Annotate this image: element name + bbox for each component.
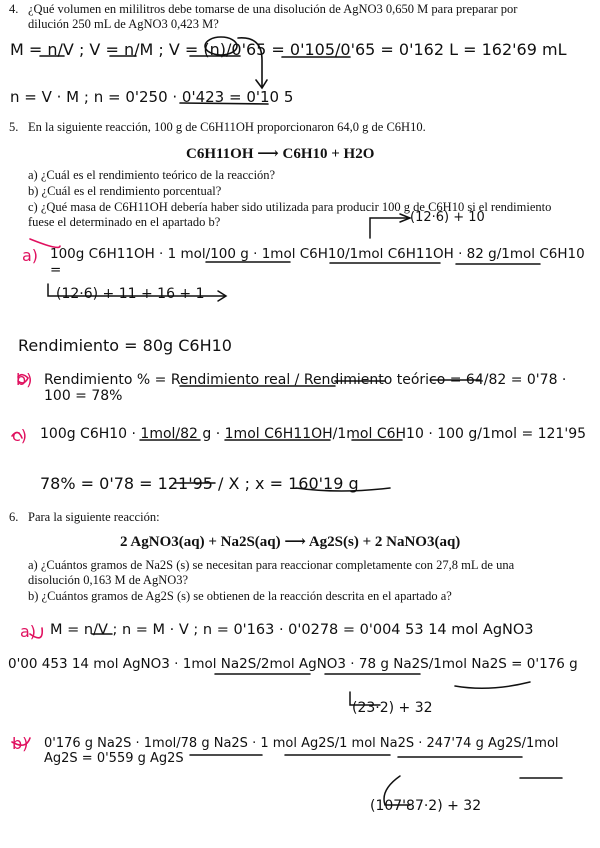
question-6-work-a-label: a) xyxy=(20,622,37,641)
question-6-text: Para la siguiente reacción: xyxy=(28,510,160,524)
question-6-work-a2: 0'00 453 14 mol AgNO3 · 1mol Na2S/2mol AgNO3 · 78 g Na2S/1mol Na2S = 0'176 g xyxy=(8,656,578,672)
question-5-work-c-label: c) xyxy=(12,426,28,445)
question-6-part-b: b) ¿Cuántos gramos de Ag2S (s) se obtienen de la reacción descrita en el apartado a? xyxy=(28,589,452,603)
question-4-text-line1: ¿Qué volumen en mililitros debe tomarse de una disolución de AgNO3 0,650 M para preparar por xyxy=(28,2,518,16)
question-5-note-a: (12·6) + 11 + 16 + 1 xyxy=(56,286,205,302)
question-6-part-a-line2: disolución 0,163 M de AgNO3? xyxy=(28,573,189,587)
question-5-work-b: Rendimiento % = Rendimiento real / Rendimiento teórico = 64/82 = 0'78 · 100 = 78% xyxy=(44,372,567,404)
question-6-note-a: (23·2) + 32 xyxy=(352,700,433,716)
question-6-number: 6. xyxy=(9,510,19,524)
question-4-number: 4. xyxy=(9,2,19,16)
question-5-work-a-label: a) xyxy=(22,246,39,265)
question-5-part-b: b) ¿Cuál es el rendimiento porcentual? xyxy=(28,184,222,198)
question-5-work-c2: 78% = 0'78 = 121'95 / X ; x = 160'19 g xyxy=(40,474,359,493)
question-6-part-a-line1: a) ¿Cuántos gramos de Na2S (s) se necesitan para reaccionar completamente con 27,8 mL de una xyxy=(28,558,515,572)
question-5-number: 5. xyxy=(9,120,19,134)
question-5-equation: C6H11OH ⟶ C6H10 + H2O xyxy=(186,146,375,162)
question-5-part-a: a) ¿Cuál es el rendimiento teórico de la reacción? xyxy=(28,168,276,182)
question-5-work-rendimiento: Rendimiento = 80g C6H10 xyxy=(18,336,232,355)
question-6-work-a1: M = n/V ; n = M · V ; n = 0'163 · 0'0278 = 0'004 53 14 mol AgNO3 xyxy=(50,622,534,638)
question-5-text: En la siguiente reacción, 100 g de C6H11OH proporcionaron 64,0 g de C6H10. xyxy=(28,120,426,134)
question-5-work-a: 100g C6H11OH · 1 mol/100 g · 1mol C6H10/1mol C6H11OH · 82 g/1mol C6H10 = xyxy=(50,246,585,278)
question-6-work-b: 0'176 g Na2S · 1mol/78 g Na2S · 1 mol Ag2S/1 mol Na2S · 247'74 g Ag2S/1mol Ag2S = 0'559 g Ag2S xyxy=(44,736,559,766)
question-6-equation: 2 AgNO3(aq) + Na2S(aq) ⟶ Ag2S(s) + 2 NaNO3(aq) xyxy=(120,534,461,550)
question-4-work-line1: M = n/V ; V = n/M ; V = (n)/0'65 = 0'105/0'65 = 0'162 L = 162'69 mL xyxy=(10,40,567,59)
question-5-work-b-label: b) xyxy=(16,370,33,389)
question-6-work-b-label: b) xyxy=(12,734,29,753)
question-5-note-top: (12·6) + 10 xyxy=(410,210,485,225)
question-5-part-c-line2: fuese el determinado en el apartado b? xyxy=(28,215,221,229)
question-6-note-b: (107'87·2) + 32 xyxy=(370,798,482,814)
question-4-work-line2: n = V · M ; n = 0'250 · 0'423 = 0'10 5 xyxy=(10,88,294,106)
question-5-part-c-line1: c) ¿Qué masa de C6H11OH debería haber sido utilizada para producir 100 g de C6H10 si el rendimiento xyxy=(28,200,552,214)
question-4-text-line2: dilución 250 mL de AgNO3 0,423 M? xyxy=(28,17,219,31)
question-5-work-c: 100g C6H10 · 1mol/82 g · 1mol C6H11OH/1mol C6H10 · 100 g/1mol = 121'95 xyxy=(40,426,587,442)
